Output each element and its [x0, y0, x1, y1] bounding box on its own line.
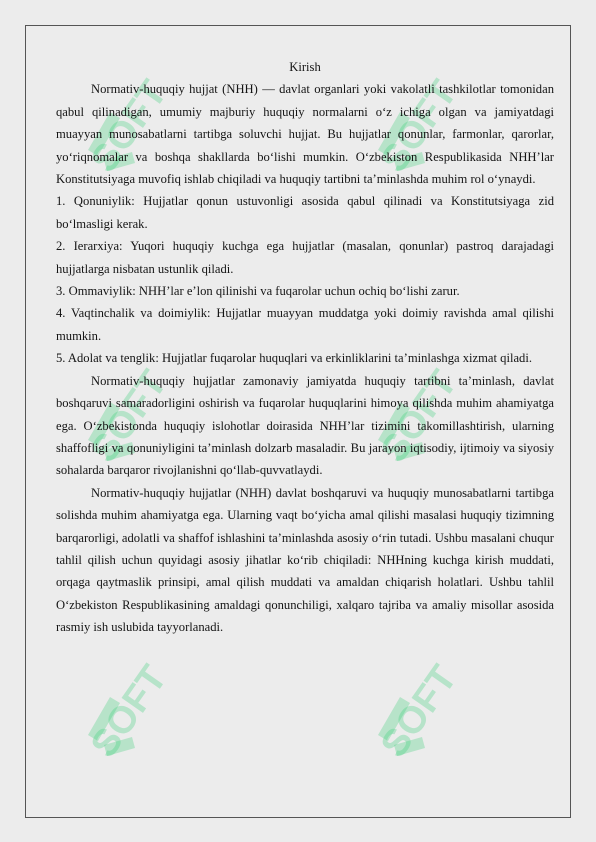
svg-text:SOFT: SOFT [82, 73, 176, 181]
svg-text:SOFT: SOFT [372, 73, 466, 181]
svg-text:SOFT: SOFT [82, 658, 176, 766]
list-item: 2. Ierarxiya: Yuqori huquqiy kuchga ega hujjatlar (masalan, qonunlar) pastroq darajadagi hujjatlarga nisbatan ustunlik qiladi. [56, 239, 554, 276]
svg-text:SOFT: SOFT [372, 363, 466, 471]
svg-text:SOFT: SOFT [372, 658, 466, 766]
list-item: 1. Qonuniylik: Hujjatlar qonun ustuvonligi asosida qabul qilinadi va Konstitutsiyaga zid bo‘lmasligi kerak. [56, 194, 554, 231]
svg-text:SOFT: SOFT [82, 363, 176, 471]
document-body [56, 56, 554, 639]
document-title: Kirish [289, 60, 321, 74]
intro-paragraph: Normativ-huquqiy hujjat (NHH) — davlat organlari yoki vakolatli tashkilotlar tomonidan qabul qilinadigan, umumiy majburiy huquqiy normalarni o‘z ichiga olgan va jamiyatdagi muayyan munosabatlarni tartibga soluvchi hujjat. Bu hujjatlar qonunlar, farmonlar, qarorlar, yo‘riqnomalar va boshqa shakllarda bo‘lishi mumkin. O‘zbekiston Respublikasida NHH’lar Konstitutsiyaga muvofiq ishlab chiqiladi va huquqiy tartibni ta’minlashda muhim rol o‘ynaydi. [56, 82, 554, 187]
list-item: 3. Ommaviylik: NHH’lar e’lon qilinishi va fuqarolar uchun ochiq bo‘lishi zarur. [56, 284, 460, 299]
list-item: 4. Vaqtinchalik va doimiylik: Hujjatlar muayyan muddatga yoki doimiy ravishda amal qilishi mumkin. [56, 306, 554, 343]
body-paragraph: Normativ-huquqiy hujjatlar zamonaviy jamiyatda huquqiy tartibni ta’minlash, davlat boshqaruvi samaradorligini oshirish va fuqarolar huquqlarini himoya qilishda muhim ahamiyatga ega. O‘zbekistonda huquqiy islohotlar doirasida NHH’lar tizimini takomillashtirish, ularning shaffofligi va qonuniyligini ta’minlash dolzarb masaladir. Bu jarayon iqtisodiy, ijtimoiy va siyosiy sohalarda barqaror rivojlanishni qo‘llab-quvvatlaydi. [56, 373, 554, 478]
list-item: 5. Adolat va tenglik: Hujjatlar fuqarolar huquqlari va erkinliklarini ta’minlashga xizmat qiladi. [56, 351, 532, 366]
body-paragraph: Normativ-huquqiy hujjatlar (NHH) davlat boshqaruvi va huquqiy munosabatlarni tartibga solishda muhim ahamiyatga ega. Ularning vaqt bo‘yicha amal qilishi masalasi huquqiy tizimning barqarorligi, adolatli va shaffof ishlashini ta’minlashda asosiy o‘rin tutadi. Ushbu masalani chuqur tahlil qilish uchun quyidagi asosiy jihatlar ko‘rib chiqiladi: NHHning kuchga kirish muddati, orqaga qaytmaslik prinsipi, amal qilish muddati va amaldan chiqarish holatlari. Ushbu tahlil O‘zbekiston Respublikasining amaldagi qonunchiligi, xalqaro tajriba va amaliy misollar asosida rasmiy ish uslubida tayyorlanadi. [56, 485, 554, 635]
